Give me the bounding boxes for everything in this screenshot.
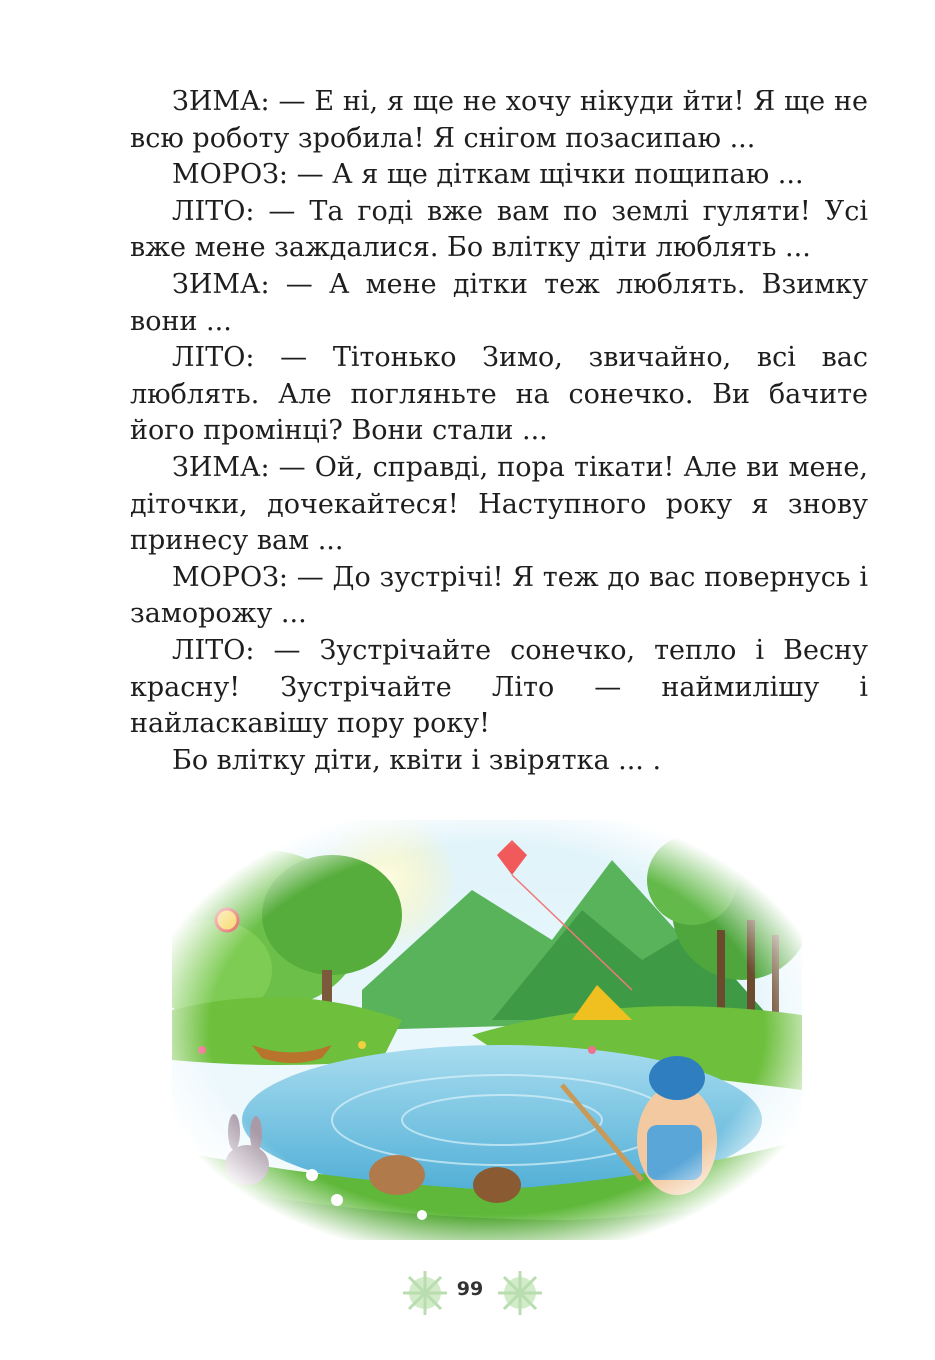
paragraph: ЛІТО: — Зустрічайте сонечко, тепло і Весну красну! Зустрічайте Літо — наймилішу і найласкавішу пору року! — [130, 634, 868, 740]
paragraph: МОРОЗ: — А я ще діткам щічки пощипаю ... — [172, 159, 804, 191]
dialogue-text — [130, 84, 868, 779]
page-number: 99 — [456, 1278, 484, 1300]
paragraph: ЗИМА: — Е ні, я ще не хочу нікуди йти! Я ще не всю роботу зробила! Я снігом позасипаю ... — [130, 86, 868, 154]
puppy — [473, 1167, 521, 1203]
bunny — [225, 1145, 269, 1185]
paragraph: ЛІТО: — Та годі вже вам по землі гуляти! Усі вже мене заждалися. Бо влітку діти люблять ... — [130, 195, 868, 264]
snowflake-ornament-icon — [498, 1271, 542, 1315]
paragraph: МОРОЗ: — До зустрічі! Я теж до вас повернусь і заморожу ... — [130, 561, 868, 630]
summer-lake-illustration — [172, 820, 802, 1240]
paragraph: Бо влітку діти, квіти і звірятка ... . — [172, 744, 662, 776]
ball — [216, 909, 238, 931]
paragraph: ЗИМА: — Ой, справді, пора тікати! Але ви мене, діточки, дочекайтеся! Наступного року я знову принесу вам ... — [130, 451, 868, 557]
puppy — [369, 1155, 425, 1195]
paragraph: ЗИМА: — А мене дітки теж люблять. Взимку вони ... — [130, 268, 868, 337]
paragraph: ЛІТО: — Тітонько Зимо, звичайно, всі вас люблять. Але погляньте на сонечко. Ви бачите його промінці? Вони стали ... — [130, 342, 868, 447]
tree — [262, 855, 402, 975]
tree — [647, 835, 737, 925]
